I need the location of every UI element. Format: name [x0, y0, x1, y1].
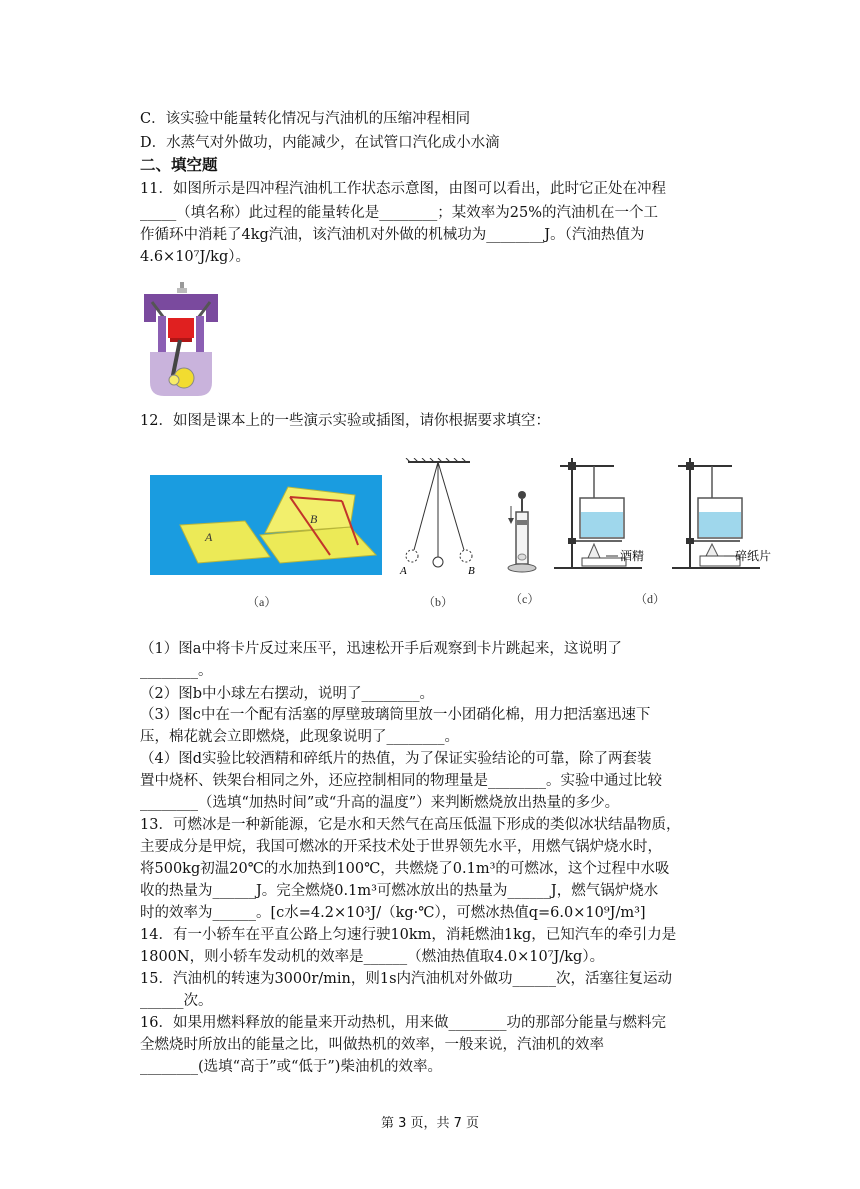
- pendulum-a-label: A: [400, 565, 407, 577]
- option-d: D．水蒸气对外做功，内能减少，在试管口汽化成小水滴: [140, 135, 500, 151]
- q13-line-5: 时的效率为______。[c水=4.2×10³J/（kg·℃），可燃冰热值q=6.0×10⁹J/m³]: [140, 905, 646, 921]
- q12-2: （2）图b中小球左右摆动，说明了________。: [140, 686, 435, 702]
- q12-3-line-2: 压，棉花就会立即燃烧，此现象说明了________。: [140, 729, 459, 745]
- figure-d-burners: [552, 452, 777, 574]
- q12-4-line-3: ________（选填“加热时间”或“升高的温度”）来判断燃烧放出热量的多少。: [140, 795, 620, 811]
- q11-line-4: 4.6×10⁷J/kg）。: [140, 249, 250, 265]
- figure-a-cards: [150, 475, 382, 575]
- option-c: C．该实验中能量转化情况与汽油机的压缩冲程相同: [140, 111, 471, 127]
- figure-c-piston: [505, 490, 539, 576]
- q12-1-line-1: （1）图a中将卡片反过来压平，迅速松开手后观察到卡片跳起来，这说明了: [140, 641, 622, 657]
- q12-3-line-1: （3）图c中在一个配有活塞的厚壁玻璃筒里放一小团硝化棉，用力把活塞迅速下: [140, 707, 651, 723]
- q13-line-3: 将500kg初温20℃的水加热到100℃，共燃烧了0.1m³的可燃冰，这个过程中水吸: [140, 861, 670, 877]
- section-title: 二、填空题: [140, 156, 218, 174]
- q16-line-3: ________(选填“高于”或“低于”)柴油机的效率。: [140, 1059, 442, 1075]
- caption-c: （c）: [510, 592, 540, 606]
- q14-line-1: 14．有一小轿车在平直公路上匀速行驶10km，消耗燃油1kg，已知汽车的牵引力是: [140, 927, 677, 943]
- alcohol-label: 酒精: [620, 549, 645, 563]
- figure-b-pendulum: [398, 458, 480, 580]
- q12-intro: 12．如图是课本上的一些演示实验或插图，请你根据要求填空：: [140, 413, 550, 429]
- card-b-label: B: [310, 512, 318, 526]
- q12-1-line-2: ________。: [140, 663, 213, 679]
- q13-line-1: 13．可燃冰是一种新能源，它是水和天然气在高压低温下形成的类似冰状结晶物质，: [140, 817, 681, 833]
- caption-a: （a）: [247, 595, 277, 609]
- card-a-label: A: [205, 530, 213, 544]
- q14-line-2: 1800N，则小轿车发动机的效率是______（燃油热值取4.0×10⁷J/kg）。: [140, 949, 605, 965]
- q12-4-line-2: 置中烧杯、铁架台相同之外，还应控制相同的物理量是________。实验中通过比较: [140, 773, 662, 789]
- q11-line-2: _____（填名称）此过程的能量转化是________；某效率为25%的汽油机在一个工: [140, 205, 658, 221]
- paper-label: 碎纸片: [735, 549, 772, 563]
- q13-line-4: 收的热量为______J。完全燃烧0.1m³可燃冰放出的热量为______J，燃气锅炉烧水: [140, 883, 659, 899]
- caption-d: （d）: [635, 592, 666, 606]
- engine-diagram: [140, 282, 222, 398]
- q16-line-2: 全燃烧时所放出的能量之比，叫做热机的效率，一般来说，汽油机的效率: [140, 1037, 604, 1053]
- q12-4-line-1: （4）图d实验比较酒精和碎纸片的热值，为了保证实验结论的可靠，除了两套装: [140, 751, 652, 767]
- q13-line-2: 主要成分是甲烷，我国可燃冰的开采技术处于世界领先水平，用燃气锅炉烧水时，: [140, 839, 662, 855]
- q16-line-1: 16．如果用燃料释放的能量来开动热机，用来做________功的那部分能量与燃料完: [140, 1015, 666, 1031]
- page-footer: 第 3 页，共 7 页: [380, 1116, 480, 1131]
- caption-b: （b）: [423, 595, 454, 609]
- q15-line-1: 15．汽油机的转速为3000r/min，则1s内汽油机对外做功______次，活塞往复运动: [140, 971, 673, 987]
- pendulum-b-label: B: [468, 565, 475, 577]
- q15-line-2: ______次。: [140, 993, 213, 1009]
- q11-line-1: 11．如图所示是四冲程汽油机工作状态示意图，由图可以看出，此时它正处在冲程: [140, 181, 666, 197]
- q11-line-3: 作循环中消耗了4kg汽油，该汽油机对外做的机械功为________J。（汽油热值为: [140, 227, 645, 243]
